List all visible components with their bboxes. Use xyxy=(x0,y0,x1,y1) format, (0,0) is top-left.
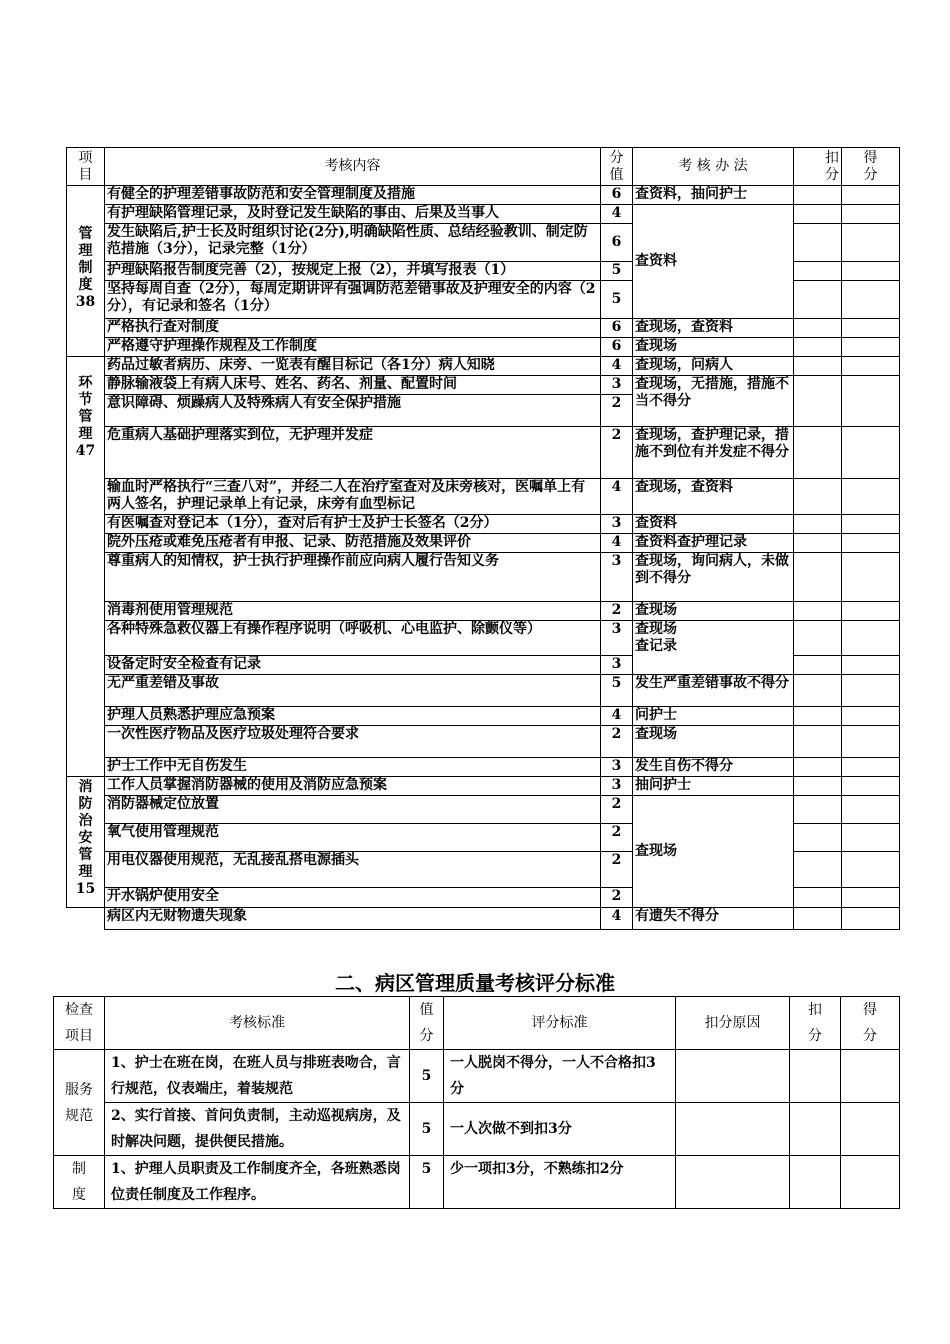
row-content: 坚持每周自查（2分），每周定期讲评有强调防范差错事故及护理安全的内容（2分），有记录和签名（1分） xyxy=(105,281,601,319)
deduct-cell[interactable] xyxy=(794,281,842,319)
score-cell[interactable] xyxy=(842,726,900,758)
row-method: 查资料 xyxy=(633,205,794,319)
row-score: 6 xyxy=(601,338,633,357)
value-text: 5 xyxy=(410,1156,444,1209)
row-method: 发生自伤不得分 xyxy=(633,758,794,777)
section-management: 管 理 制 度 38 xyxy=(67,186,105,357)
row-score: 3 xyxy=(601,656,633,675)
header-check-item: 检查 项目 xyxy=(54,997,105,1050)
row-content: 病区内无财物遗失现象 xyxy=(105,908,601,930)
row-method: 查现场 xyxy=(633,726,794,758)
deduct-cell[interactable] xyxy=(794,602,842,621)
score-cell[interactable] xyxy=(842,338,900,357)
row-score: 3 xyxy=(601,553,633,602)
reason-cell[interactable] xyxy=(676,1103,790,1156)
row-score: 5 xyxy=(601,262,633,281)
header-score: 分 值 xyxy=(601,148,633,186)
row-method: 查资料 xyxy=(633,515,794,534)
score-cell[interactable] xyxy=(842,824,900,852)
row-score: 3 xyxy=(601,621,633,656)
header-get: 得 分 xyxy=(842,148,900,186)
row-score: 4 xyxy=(601,205,633,224)
header-criteria: 评分标准 xyxy=(444,997,676,1050)
row-score: 3 xyxy=(601,376,633,395)
row-content: 输血时严格执行“三查八对”，并经二人在治疗室查对及床旁核对，医嘱单上有两人签名，护理记录单上有记录，床旁有血型标记 xyxy=(105,479,601,515)
group-system: 制 度 xyxy=(54,1156,105,1209)
row-content: 开水锅炉使用安全 xyxy=(105,888,601,908)
deduct-cell[interactable] xyxy=(794,656,842,675)
section-link: 环 节 管 理 47 xyxy=(67,357,105,777)
header-item: 项 目 xyxy=(67,148,105,186)
row-content: 设备定时安全检查有记录 xyxy=(105,656,601,675)
deduct-cell[interactable] xyxy=(794,908,842,930)
row-method: 查现场，查资料 xyxy=(633,319,794,338)
score-cell[interactable] xyxy=(842,534,900,553)
score-cell[interactable] xyxy=(842,262,900,281)
deduct-cell[interactable] xyxy=(794,824,842,852)
row-content: 消防器械定位放置 xyxy=(105,796,601,824)
criteria-text: 一人次做不到扣3分 xyxy=(444,1103,676,1156)
score-cell[interactable] xyxy=(842,888,900,908)
row-method: 查现场 xyxy=(633,338,794,357)
row-content: 有医嘱查对登记本（1分），查对后有护士及护士长签名（2分） xyxy=(105,515,601,534)
row-content: 氧气使用管理规范 xyxy=(105,824,601,852)
score-cell[interactable] xyxy=(842,796,900,824)
row-score: 2 xyxy=(601,824,633,852)
row-method: 查现场，查护理记录，措施不到位有并发症不得分 xyxy=(633,427,794,479)
score-cell[interactable] xyxy=(842,656,900,675)
row-score: 3 xyxy=(601,777,633,796)
row-content: 有健全的护理差错事故防范和安全管理制度及措施 xyxy=(105,186,601,205)
row-score: 3 xyxy=(601,515,633,534)
row-method: 查现场 xyxy=(633,602,794,621)
score-cell[interactable] xyxy=(842,621,900,656)
row-content: 消毒剂使用管理规范 xyxy=(105,602,601,621)
row-score: 2 xyxy=(601,395,633,427)
deduct-cell[interactable] xyxy=(794,186,842,205)
row-score: 4 xyxy=(601,479,633,515)
row-score: 5 xyxy=(601,675,633,707)
row-content: 院外压疮或难免压疮者有申报、记录、防范措施及效果评价 xyxy=(105,534,601,553)
score-cell[interactable] xyxy=(842,479,900,515)
row-content: 工作人员掌握消防器械的使用及消防应急预案 xyxy=(105,777,601,796)
score-cell[interactable] xyxy=(842,553,900,602)
deduct-cell[interactable] xyxy=(794,224,842,262)
header-get: 得 分 xyxy=(841,997,900,1050)
row-content: 有护理缺陷管理记录，及时登记发生缺陷的事由、后果及当事人 xyxy=(105,205,601,224)
score-cell[interactable] xyxy=(842,777,900,796)
score-cell[interactable] xyxy=(841,1156,900,1209)
score-cell[interactable] xyxy=(842,357,900,376)
score-cell[interactable] xyxy=(842,319,900,338)
assessment-table xyxy=(66,147,900,930)
score-cell[interactable] xyxy=(842,515,900,534)
row-method: 查资料，抽问护士 xyxy=(633,186,794,205)
deduct-cell[interactable] xyxy=(794,888,842,908)
value-text: 5 xyxy=(410,1050,444,1103)
header-content: 考核内容 xyxy=(105,148,601,186)
row-score: 2 xyxy=(601,726,633,758)
deduct-cell[interactable] xyxy=(794,357,842,376)
deduct-cell[interactable] xyxy=(794,515,842,534)
row-method: 查现场，无措施，措施不当不得分 xyxy=(633,376,794,427)
row-content: 静脉输液袋上有病人床号、姓名、药名、剂量、配置时间 xyxy=(105,376,601,395)
deduct-cell[interactable] xyxy=(794,675,842,707)
deduct-cell[interactable] xyxy=(794,479,842,515)
score-cell[interactable] xyxy=(842,224,900,262)
row-score: 3 xyxy=(601,758,633,777)
reason-cell[interactable] xyxy=(676,1050,790,1103)
standard-text: 2、实行首接、首问负责制，主动巡视病房，及时解决问题，提供便民措施。 xyxy=(105,1103,410,1156)
score-cell[interactable] xyxy=(842,427,900,479)
criteria-text: 少一项扣3分，不熟练扣2分 xyxy=(444,1156,676,1209)
header-standard: 考核标准 xyxy=(105,997,410,1050)
row-content: 发生缺陷后,护士长及时组织讨论(2分),明确缺陷性质、总结经验教训、制定防范措施（3分），记录完整（1分） xyxy=(105,224,601,262)
row-method: 查现场，问病人 xyxy=(633,357,794,376)
row-content: 危重病人基础护理落实到位，无护理并发症 xyxy=(105,427,601,479)
row-score: 4 xyxy=(601,534,633,553)
row-method: 问护士 xyxy=(633,707,794,726)
row-content: 用电仪器使用规范，无乱接乱搭电源插头 xyxy=(105,852,601,888)
row-score: 6 xyxy=(601,224,633,262)
deduct-cell[interactable] xyxy=(794,262,842,281)
row-score: 2 xyxy=(601,796,633,824)
row-content: 护理人员熟悉护理应急预案 xyxy=(105,707,601,726)
deduct-cell[interactable] xyxy=(794,319,842,338)
ward-management-table xyxy=(53,996,900,1209)
deduct-cell[interactable] xyxy=(790,1103,841,1156)
row-score: 2 xyxy=(601,427,633,479)
empty-cell xyxy=(67,908,105,930)
row-score: 4 xyxy=(601,908,633,930)
score-cell[interactable] xyxy=(841,1103,900,1156)
row-method: 查现场 查记录 xyxy=(633,621,794,675)
header-method: 考 核 办 法 xyxy=(633,148,794,186)
row-content: 药品过敏者病历、床旁、一览表有醒目标记（各1分）病人知晓 xyxy=(105,357,601,376)
score-cell[interactable] xyxy=(842,205,900,224)
row-method: 有遗失不得分 xyxy=(633,908,794,930)
deduct-cell[interactable] xyxy=(794,777,842,796)
row-method: 查资料查护理记录 xyxy=(633,534,794,553)
score-cell[interactable] xyxy=(842,707,900,726)
deduct-cell[interactable] xyxy=(794,534,842,553)
row-score: 4 xyxy=(601,707,633,726)
section-title: 二、病区管理质量考核评分标准 xyxy=(335,971,615,995)
deduct-cell[interactable] xyxy=(794,205,842,224)
group-service: 服务 规范 xyxy=(54,1050,105,1156)
value-text: 5 xyxy=(410,1103,444,1156)
deduct-cell[interactable] xyxy=(794,621,842,656)
row-content: 各种特殊急救仪器上有操作程序说明（呼吸机、心电监护、除颤仪等） xyxy=(105,621,601,656)
criteria-text: 一人脱岗不得分，一人不合格扣3分 xyxy=(444,1050,676,1103)
reason-cell[interactable] xyxy=(676,1156,790,1209)
deduct-cell[interactable] xyxy=(794,338,842,357)
header-value: 值 分 xyxy=(410,997,444,1050)
row-method: 查现场，查资料 xyxy=(633,479,794,515)
row-score: 2 xyxy=(601,602,633,621)
section-fire: 消 防 治 安 管 理 15 xyxy=(67,777,105,908)
score-cell[interactable] xyxy=(841,1050,900,1103)
standard-text: 1、护士在班在岗，在班人员与排班表吻合，言行规范，仪表端庄，着装规范 xyxy=(105,1050,410,1103)
row-content: 严格遵守护理操作规程及工作制度 xyxy=(105,338,601,357)
deduct-cell[interactable] xyxy=(794,376,842,427)
score-cell[interactable] xyxy=(842,852,900,888)
deduct-cell[interactable] xyxy=(790,1156,841,1209)
row-score: 5 xyxy=(601,281,633,319)
row-content: 严格执行查对制度 xyxy=(105,319,601,338)
row-score: 2 xyxy=(601,852,633,888)
deduct-cell[interactable] xyxy=(794,427,842,479)
deduct-cell[interactable] xyxy=(794,758,842,777)
deduct-cell[interactable] xyxy=(790,1050,841,1103)
header-deduct: 扣 分 xyxy=(794,148,842,186)
row-content: 尊重病人的知情权，护士执行护理操作前应向病人履行告知义务 xyxy=(105,553,601,602)
standard-text: 1、护理人员职责及工作制度齐全，各班熟悉岗位责任制度及工作程序。 xyxy=(105,1156,410,1209)
row-score: 6 xyxy=(601,186,633,205)
header-reason: 扣分原因 xyxy=(676,997,790,1050)
score-cell[interactable] xyxy=(842,186,900,205)
row-content: 一次性医疗物品及医疗垃圾处理符合要求 xyxy=(105,726,601,758)
deduct-cell[interactable] xyxy=(794,553,842,602)
deduct-cell[interactable] xyxy=(794,796,842,824)
score-cell[interactable] xyxy=(842,908,900,930)
row-content: 意识障碍、烦躁病人及特殊病人有安全保护措施 xyxy=(105,395,601,427)
row-content: 无严重差错及事故 xyxy=(105,675,601,707)
row-score: 4 xyxy=(601,357,633,376)
score-cell[interactable] xyxy=(842,758,900,777)
deduct-cell[interactable] xyxy=(794,852,842,888)
deduct-cell[interactable] xyxy=(794,726,842,758)
header-deduct: 扣 分 xyxy=(790,997,841,1050)
row-content: 护士工作中无自伤发生 xyxy=(105,758,601,777)
row-method: 抽问护士 xyxy=(633,777,794,796)
row-content: 护理缺陷报告制度完善（2），按规定上报（2），并填写报表（1） xyxy=(105,262,601,281)
score-cell[interactable] xyxy=(842,281,900,319)
row-method: 查现场 xyxy=(633,796,794,908)
score-cell[interactable] xyxy=(842,602,900,621)
row-score: 2 xyxy=(601,888,633,908)
score-cell[interactable] xyxy=(842,675,900,707)
row-score: 6 xyxy=(601,319,633,338)
row-method: 发生严重差错事故不得分 xyxy=(633,675,794,707)
deduct-cell[interactable] xyxy=(794,707,842,726)
row-method: 查现场，询问病人，未做到不得分 xyxy=(633,553,794,602)
score-cell[interactable] xyxy=(842,376,900,427)
